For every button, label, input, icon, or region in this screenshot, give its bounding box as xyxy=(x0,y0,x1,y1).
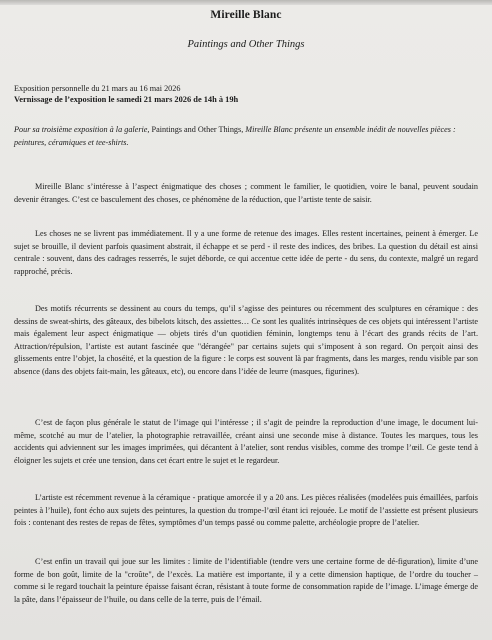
body-paragraph-3: Des motifs récurrents se dessinent au cours du temps, qu’il s’agisse des peintures ou récemment des sculptures en céramique : des dessins de sweat-shirts, des gâteaux, des bibelots kitsch, des assiettes… Ce sont les qualités intrinsèques de ces objets qui intéressent l’artiste mais également leur aspect énigmatique — objets tirés d’un quotidien féminin, longtemps tenu à l’écart des grands récits de l’art. Attraction/répulsion, l’artiste est autant fascinée que "dérangée" par certains sujets qui s’imposent à son regard. On perçoit ainsi des glissements entre l’objet, la choséité, et la question de la figure : le corps est souvent là par fragments, dans les marges, rendu visible par son absence (dans des objets fait-main, les gâteaux, etc), ou encore dans l’idée de leurre (masques, figurines). xyxy=(14,304,478,376)
intro-text-1: Pour sa troisième exposition à la galerie, xyxy=(14,125,150,134)
body-paragraph-1: Mireille Blanc s’intéresse à l’aspect énigmatique des choses ; comment le familier, le quotidien, voire le banal, peuvent soudain devenir étranges. C’est ce basculement des choses, ce phénomène de la réduction, que l’artiste tente de saisir. xyxy=(14,182,478,204)
body-paragraph-5: L’artiste est récemment revenue à la céramique - pratique amorcée il y a 20 ans. Les pièces réalisées (modelées puis émaillées, parfois peintes à l’huile), font écho aux sujets des peintures, la question du trompe-l’œil étant ici rejouée. Le motif de l’assiette est présent plusieurs fois : contenant des restes de repas de fêtes, symptômes d’un temps passé ou comme palette, archéologie propre de l’atelier. xyxy=(14,493,478,528)
intro-paragraph xyxy=(14,124,480,149)
intro-title-ref: Paintings and Other Things, xyxy=(149,125,246,134)
opening-info: Vernissage de l’exposition le samedi 21 mars 2026 de 14h à 19h xyxy=(14,95,239,104)
body-paragraph-2: Les choses ne se livrent pas immédiatement. Il y a une forme de retenue des images. Elles restent incertaines, peinent à émerger. Le sujet se brouille, il devient parfois quasiment abstrait, il échappe et se perd - il reste des indices, des bribes. La question du détail est ainsi centrale : souvent, dans des cadrages resserrés, le sujet déborde, ce qui accentue cette idée de perte - du sens, du contexte, malgré un regard rapproché, précis. xyxy=(14,229,478,276)
intro-text-2: Mireille Blanc présente un ensemble inédit de nouvelles pièces : peintures, céramiques et tee-shirts. xyxy=(14,125,456,147)
exhibition-title: Paintings and Other Things xyxy=(187,39,305,50)
paper-top-edge xyxy=(0,0,492,5)
exhibition-dates: Exposition personnelle du 21 mars au 16 mai 2026 xyxy=(14,84,181,93)
artist-name: Mireille Blanc xyxy=(210,9,282,21)
body-paragraph-4: C’est de façon plus générale le statut de l’image qui l’intéresse ; il s’agit de peindre la reproduction d’une image, le document lui-même, scotché au mur de l’atelier, la photographie retravaillée, créant ainsi une seconde mise à distance. Toutes les marques, tous les accidents qui adviennent sur les images imprimées, qui décantent à l’atelier, sont rendus visibles, comme des trompe l’œil. Ce geste tend à éloigner les sujets et crée une tension, dans cet écart entre le sujet et le regardeur. xyxy=(14,418,478,465)
body-paragraph-6: C’est enfin un travail qui joue sur les limites : limite de l’identifiable (tendre vers une certaine forme de dé-figuration), limite d’une forme de bon goût, limite de la "croûte", de l’excès. La matière est importante, il y a cette dimension haptique, de l’ordre du toucher – comme si le regard touchait la peinture épaisse faisant écran, résistant à toute forme de consommation rapide de l’image. L’image émerge de la pâte, dans l’épaisseur de l’huile, ou dans celle de la terre, puis de l’émail. xyxy=(14,557,478,604)
